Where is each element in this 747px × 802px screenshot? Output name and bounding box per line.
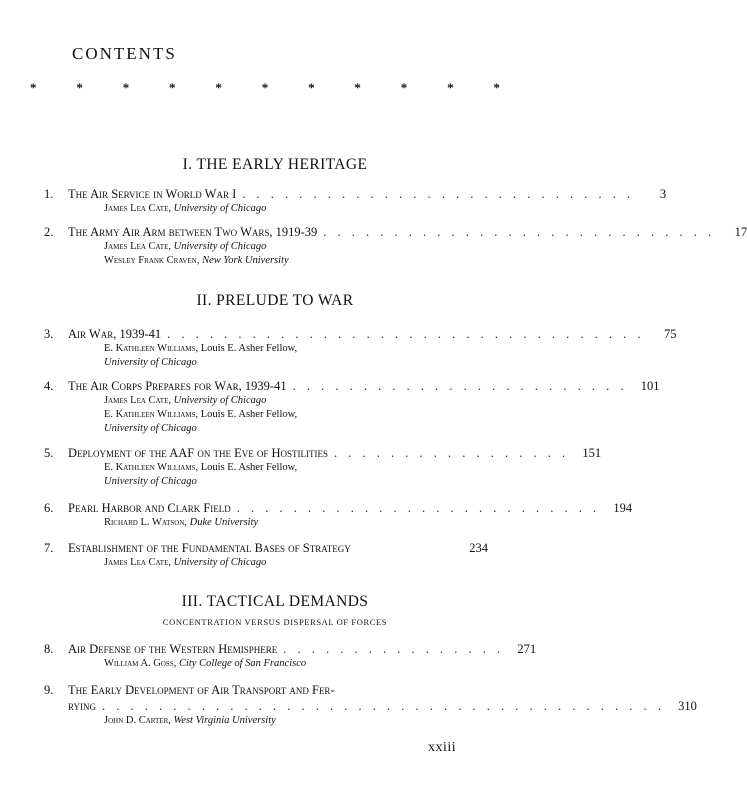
entry-title: The Early Development of Air Transport and Fer-: [68, 683, 335, 697]
author-affiliation: University of Chicago: [173, 241, 267, 252]
dot-leader: . . . . . . . . . . . . . . . . . . . . . . . .: [292, 379, 628, 393]
author-affiliation: University of Chicago: [173, 557, 267, 568]
entry-author: [44, 202, 488, 216]
dot-leader: . . . . . . . . . . . . . . . . . . . . . . . . . . . .: [323, 225, 716, 239]
entry-author: [44, 714, 488, 728]
author-affiliation: University of Chicago: [173, 203, 267, 214]
entry-page: 271: [517, 642, 537, 656]
entry-number: 1.: [44, 187, 54, 201]
toc-entry: [44, 641, 537, 671]
entry-title: Air Defense of the Western Hemisphere: [68, 642, 278, 656]
star-ornament: *: [400, 80, 408, 95]
entry-title: Establishment of the Fundamental Bases of Strategy: [68, 541, 351, 555]
dot-leader: . . . . . . . . . . . . . . . . .: [334, 446, 570, 460]
star-ornament: *: [215, 80, 222, 95]
entry-page: 234: [469, 541, 488, 555]
toc-entry: [44, 682, 697, 728]
entry-author: [44, 461, 488, 475]
entry-author: [44, 240, 488, 254]
entry-author: [44, 408, 488, 422]
author-affiliation: New York University: [202, 255, 289, 266]
entry-author: [44, 254, 488, 268]
dot-leader: . . . . . . . . . . . . . . . . . . . . . . . . . . . .: [242, 187, 635, 201]
star-ornament: *: [169, 80, 176, 95]
author-affiliation: West Virginia University: [173, 715, 276, 726]
author-role: Louis E. Asher Fellow,: [200, 343, 298, 354]
star-divider: [30, 80, 500, 96]
author-name: E. Kathleen Williams,: [104, 409, 199, 420]
entry-page: 310: [678, 699, 697, 713]
author-affiliation: Duke University: [189, 517, 259, 528]
toc-entry: [44, 378, 660, 436]
part-title: I. THE EARLY HERITAGE: [182, 156, 368, 173]
entry-author: [44, 356, 488, 370]
star-ornament: *: [30, 80, 37, 95]
author-name: James Lea Cate,: [104, 203, 171, 214]
star-ornament: *: [354, 80, 361, 95]
entry-number: 4.: [44, 379, 54, 393]
star-ornament: *: [261, 80, 269, 95]
part-title: II. PRELUDE TO WAR: [196, 292, 354, 309]
star-ornament: *: [122, 80, 130, 95]
toc-entry: [44, 540, 488, 570]
entry-title: Deployment of the AAF on the Eve of Hostilities: [68, 446, 328, 460]
entry-author: [44, 475, 488, 489]
entry-page: 194: [613, 501, 633, 515]
entry-number: 9.: [44, 683, 54, 697]
author-role: Louis E. Asher Fellow,: [200, 462, 298, 473]
author-affiliation: University of Chicago: [173, 395, 267, 406]
star-ornament: *: [308, 80, 315, 95]
toc-entry: [44, 326, 677, 370]
author-name: E. Kathleen Williams,: [104, 462, 199, 473]
author-name: James Lea Cate,: [104, 557, 171, 568]
author-name: E. Kathleen Williams,: [104, 343, 199, 354]
entry-page: 17: [734, 225, 747, 239]
part-subtitle: CONCENTRATION VERSUS DISPERSAL OF FORCES: [162, 617, 388, 627]
star-ornament: *: [493, 80, 500, 95]
author-name: James Lea Cate,: [104, 241, 171, 252]
entry-page: 3: [659, 187, 667, 201]
author-name: John D. Carter,: [104, 715, 171, 726]
author-affiliation: University of Chicago: [104, 423, 197, 434]
entry-title: The Air Service in World War I: [68, 187, 237, 201]
entry-page: 101: [640, 379, 660, 393]
author-affiliation: University of Chicago: [104, 476, 197, 487]
entry-number: 3.: [44, 327, 54, 341]
toc-entry: [44, 445, 602, 489]
entry-title-continued: rying: [68, 699, 97, 713]
dot-leader: . . . . . . . . . . . . . . . . . . . . . . . . . . . . . . . . . .: [167, 327, 645, 341]
star-ornament: *: [447, 80, 454, 95]
toc-entry: [44, 186, 667, 216]
entry-number: 6.: [44, 501, 54, 515]
author-affiliation: University of Chicago: [104, 357, 197, 368]
entry-author: [44, 516, 488, 530]
dot-leader: . . . . . . . . . . . . . . . . . . . . . . . . . . . . . . . . . . . . . . . .: [102, 699, 665, 713]
part-title: III. TACTICAL DEMANDS: [181, 593, 369, 610]
entry-title: Air War, 1939-41: [68, 327, 162, 341]
entry-number: 7.: [44, 541, 54, 555]
author-affiliation: City College of San Francisco: [178, 658, 307, 669]
entry-number: 8.: [44, 642, 54, 656]
dot-leader: . . . . . . . . . . . . . . . .: [283, 642, 505, 656]
entry-author: [44, 657, 488, 671]
entry-author: [44, 342, 488, 356]
entry-author: [44, 422, 488, 436]
author-role: Louis E. Asher Fellow,: [200, 409, 298, 420]
toc-entry: [44, 500, 633, 530]
author-name: Richard L. Watson,: [104, 517, 188, 528]
toc-entry: [44, 224, 747, 268]
star-ornament: *: [76, 80, 83, 95]
page-folio: xxiii: [428, 740, 457, 755]
author-name: James Lea Cate,: [104, 395, 171, 406]
page-heading: CONTENTS: [72, 44, 177, 63]
dot-leader: . . . . . . . . . . . . . . . . . . . . . . . . . .: [236, 501, 601, 515]
author-name: William A. Goss,: [104, 658, 177, 669]
entry-number: 5.: [44, 446, 54, 460]
author-name: Wesley Frank Craven,: [104, 255, 200, 266]
entry-author: [44, 394, 488, 408]
entry-page: 151: [582, 446, 602, 460]
entry-title: The Air Corps Prepares for War, 1939-41: [68, 379, 287, 393]
entry-author: [44, 556, 488, 570]
entry-number: 2.: [44, 225, 54, 239]
entry-title: Pearl Harbor and Clark Field: [68, 501, 231, 515]
entry-title: The Army Air Arm between Two Wars, 1919-39: [68, 225, 318, 239]
entry-page: 75: [664, 327, 677, 341]
